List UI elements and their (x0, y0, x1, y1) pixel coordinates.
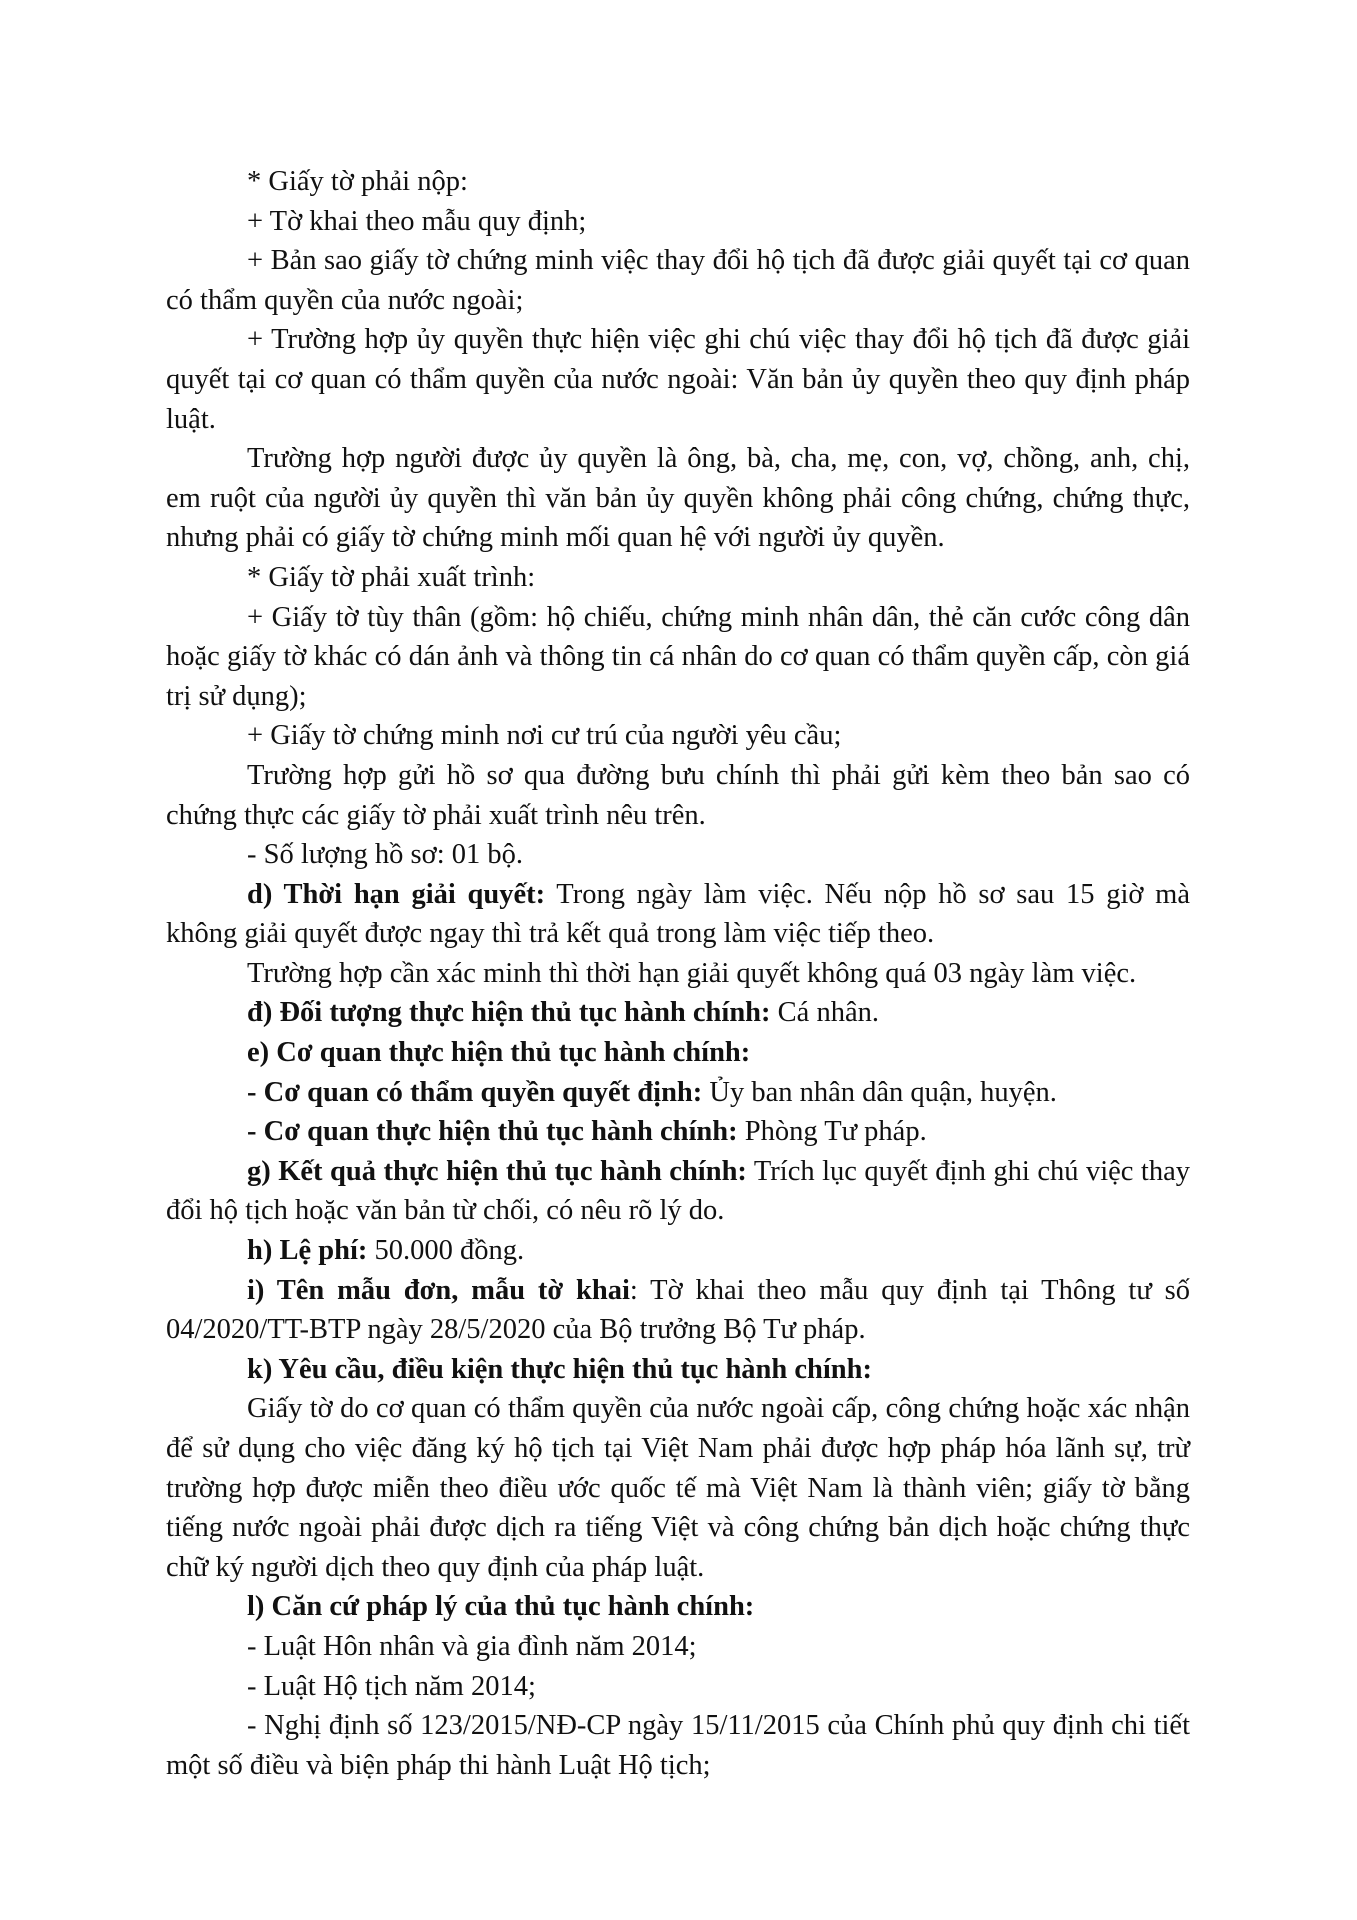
paragraph-verification-time: Trường hợp cần xác minh thì thời hạn giải quyết không quá 03 ngày làm việc. (247, 957, 1137, 989)
legal-basis-marriage-law: - Luật Hôn nhân và gia đình năm 2014; (247, 1630, 697, 1662)
paragraph-postal-submission: Trường hợp gửi hồ sơ qua đường bưu chính thì phải gửi kèm theo bản sao có chứng thực các giấy tờ phải xuất trình nêu trên. (166, 759, 1190, 831)
document-body (166, 162, 1190, 1785)
section-legal-basis: l) Căn cứ pháp lý của thủ tục hành chính: (247, 1591, 755, 1623)
list-item-identity-papers: + Giấy tờ tùy thân (gồm: hộ chiếu, chứng minh nhân dân, thẻ căn cước công dân hoặc giấy tờ khác có dán ảnh và thông tin cá nhân do cơ quan có thẩm quyền cấp, còn giá trị sử dụng); (166, 601, 1190, 712)
section-fee: h) Lệ phí: 50.000 đồng. (247, 1235, 525, 1267)
required-documents-heading: * Giấy tờ phải nộp: (247, 166, 468, 197)
section-subjects: đ) Đối tượng thực hiện thủ tục hành chính: Cá nhân. (247, 997, 879, 1029)
section-agencies: e) Cơ quan thực hiện thủ tục hành chính: (247, 1037, 751, 1069)
section-result: g) Kết quả thực hiện thủ tục hành chính: Trích lục quyết định ghi chú việc thay đổi hộ tịch hoặc văn bản từ chối, có nêu rõ lý do. (166, 1155, 1190, 1227)
paragraph-authorized-relatives: Trường hợp người được ủy quyền là ông, bà, cha, mẹ, con, vợ, chồng, anh, chị, em ruột của người ủy quyền thì văn bản ủy quyền không phải công chứng, chứng thực, nhưng phải có giấy tờ chứng minh mối quan hệ với người ủy quyền. (166, 443, 1190, 554)
paragraph-legalization: Giấy tờ do cơ quan có thẩm quyền của nước ngoài cấp, công chứng hoặc xác nhận để sử dụng cho việc đăng ký hộ tịch tại Việt Nam phải được hợp pháp hóa lãnh sự, trừ trường hợp được miễn theo điều ước quốc tế mà Việt Nam là thành viên; giấy tờ bằng tiếng nước ngoài phải được dịch ra tiếng Việt và công chứng bản dịch hoặc chứng thực chữ ký người dịch theo quy định của pháp luật. (166, 1393, 1190, 1583)
list-item-authorization: + Trường hợp ủy quyền thực hiện việc ghi chú việc thay đổi hộ tịch đã được giải quyết tại cơ quan có thẩm quyền của nước ngoài: Văn bản ủy quyền theo quy định pháp luật. (166, 324, 1190, 435)
section-requirements: k) Yêu cầu, điều kiện thực hiện thủ tục hành chính: (247, 1353, 872, 1385)
list-item-copy-of-documents: + Bản sao giấy tờ chứng minh việc thay đổi hộ tịch đã được giải quyết tại cơ quan có thẩm quyền của nước ngoài; (166, 245, 1190, 316)
legal-basis-civil-status-law: - Luật Hộ tịch năm 2014; (247, 1670, 536, 1702)
section-processing-time: d) Thời hạn giải quyết: Trong ngày làm việc. Nếu nộp hồ sơ sau 15 giờ mà không giải quyết được ngay thì trả kết quả trong làm việc tiếp theo. (166, 878, 1190, 950)
list-item-residence-proof: + Giấy tờ chứng minh nơi cư trú của người yêu cầu; (247, 720, 842, 752)
agency-implementing: - Cơ quan thực hiện thủ tục hành chính: Phòng Tư pháp. (247, 1116, 927, 1148)
agency-decision-authority: - Cơ quan có thẩm quyền quyết định: Ủy ban nhân dân quận, huyện. (247, 1076, 1057, 1108)
section-form-name: i) Tên mẫu đơn, mẫu tờ khai: Tờ khai theo mẫu quy định tại Thông tư số 04/2020/TT-BTP ngày 28/5/2020 của Bộ trưởng Bộ Tư pháp. (166, 1274, 1190, 1346)
presented-documents-heading: * Giấy tờ phải xuất trình: (247, 561, 536, 593)
legal-basis-decree: - Nghị định số 123/2015/NĐ-CP ngày 15/11/2015 của Chính phủ quy định chi tiết một số điều và biện pháp thi hành Luật Hộ tịch; (166, 1710, 1190, 1781)
list-item-declaration-form: + Tờ khai theo mẫu quy định; (247, 205, 587, 237)
dossier-quantity: - Số lượng hồ sơ: 01 bộ. (247, 839, 523, 871)
